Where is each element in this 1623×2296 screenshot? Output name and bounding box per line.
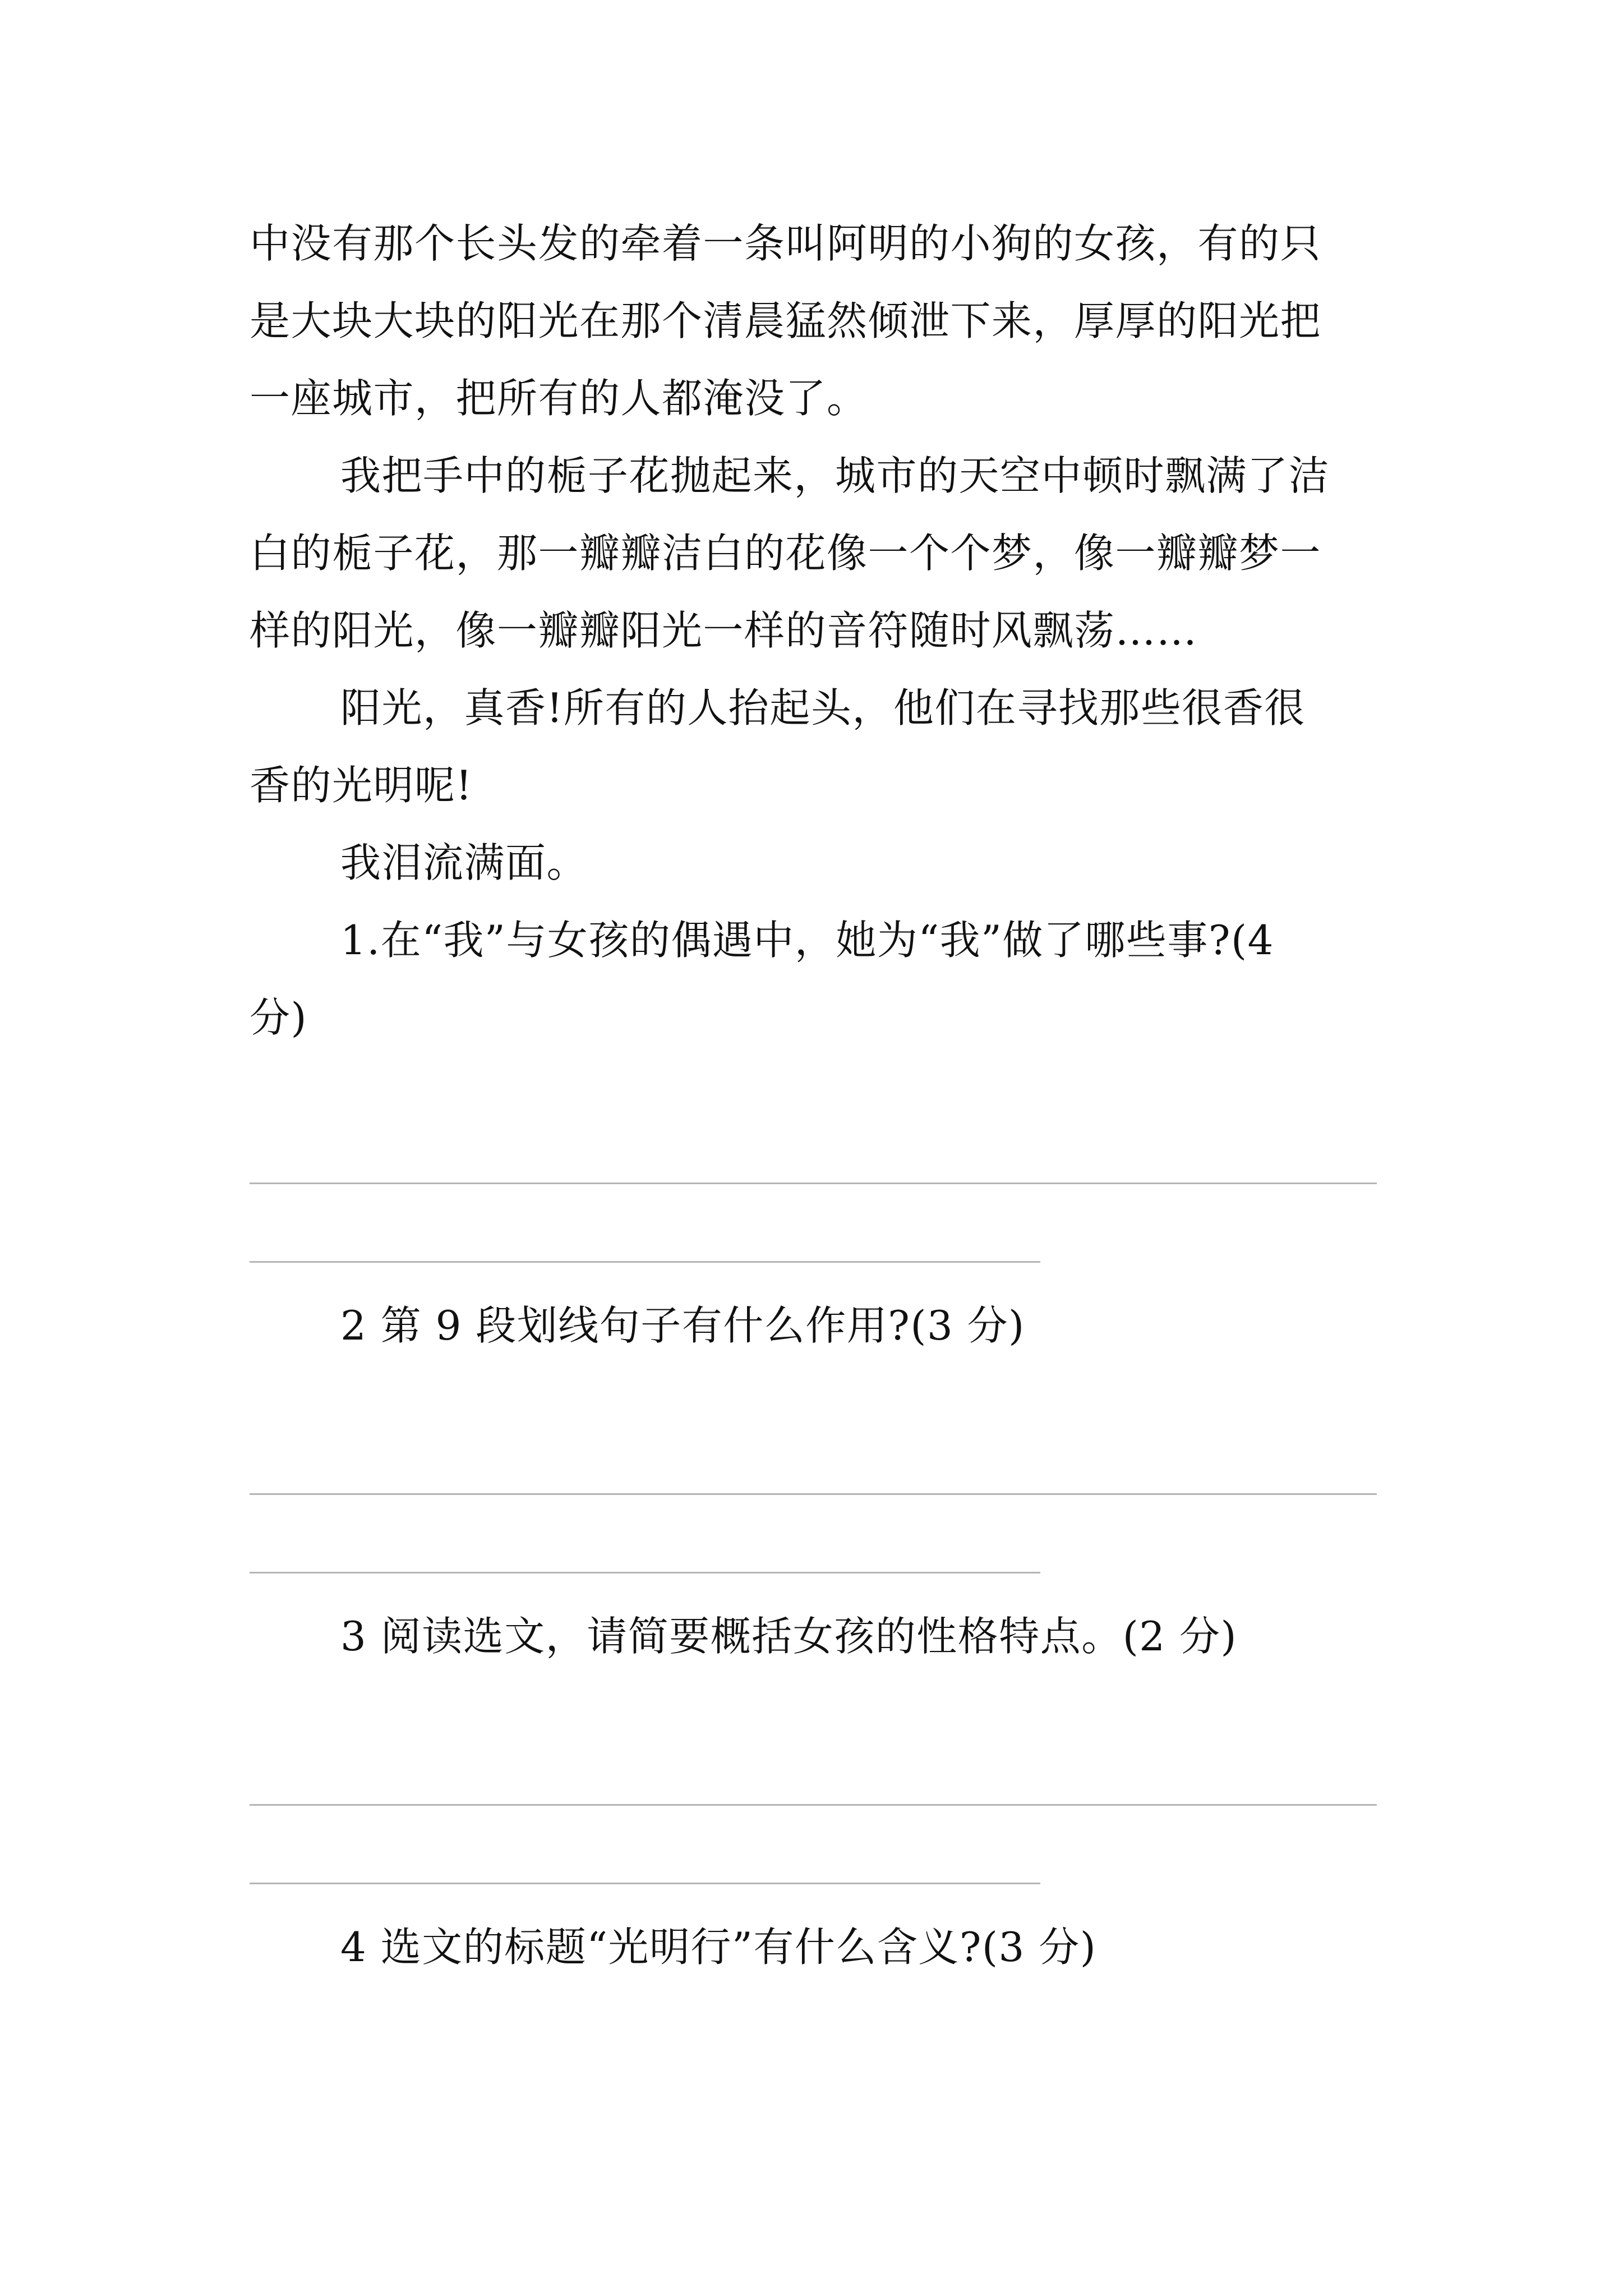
- answer-line-question-3-2: [250, 1883, 1040, 1884]
- question-2: 2 第 9 段划线句子有什么作用?(3 分): [340, 1302, 1025, 1349]
- answer-line-question-1-2: [250, 1261, 1040, 1263]
- answer-line-question-3-1: [250, 1804, 1377, 1806]
- question-1-line-2: 分): [250, 994, 308, 1041]
- passage-line-1: 中没有那个长头发的牵着一条叫阿明的小狗的女孩，有的只: [250, 220, 1322, 267]
- passage-line-3: 一座城市，把所有的人都淹没了。: [250, 375, 868, 422]
- passage-line-2: 是大块大块的阳光在那个清晨猛然倾泄下来，厚厚的阳光把: [250, 297, 1322, 344]
- question-1-line-1: 1.在“我”与女孩的偶遇中，她为“我”做了哪些事?(4: [340, 917, 1274, 964]
- answer-line-question-1-1: [250, 1182, 1377, 1184]
- passage-paragraph-fragrance-line-1: 阳光，真香!所有的人抬起头，他们在寻找那些很香很: [340, 684, 1306, 731]
- passage-paragraph-flowers-line-2: 白的栀子花，那一瓣瓣洁白的花像一个个梦，像一瓣瓣梦一: [250, 530, 1322, 577]
- question-3: 3 阅读选文，请简要概括女孩的性格特点。(2 分): [340, 1613, 1238, 1660]
- passage-paragraph-tears: 我泪流满面。: [340, 839, 588, 886]
- question-4: 4 选文的标题“光明行”有什么含义?(3 分): [340, 1924, 1097, 1971]
- passage-paragraph-flowers-line-1: 我把手中的栀子花抛起来，城市的天空中顿时飘满了洁: [340, 452, 1330, 499]
- answer-line-question-2-1: [250, 1493, 1377, 1495]
- passage-paragraph-fragrance-line-2: 香的光明呢!: [250, 762, 473, 809]
- answer-line-question-2-2: [250, 1572, 1040, 1573]
- passage-paragraph-flowers-line-3: 样的阳光，像一瓣瓣阳光一样的音符随时风飘荡……: [250, 607, 1198, 654]
